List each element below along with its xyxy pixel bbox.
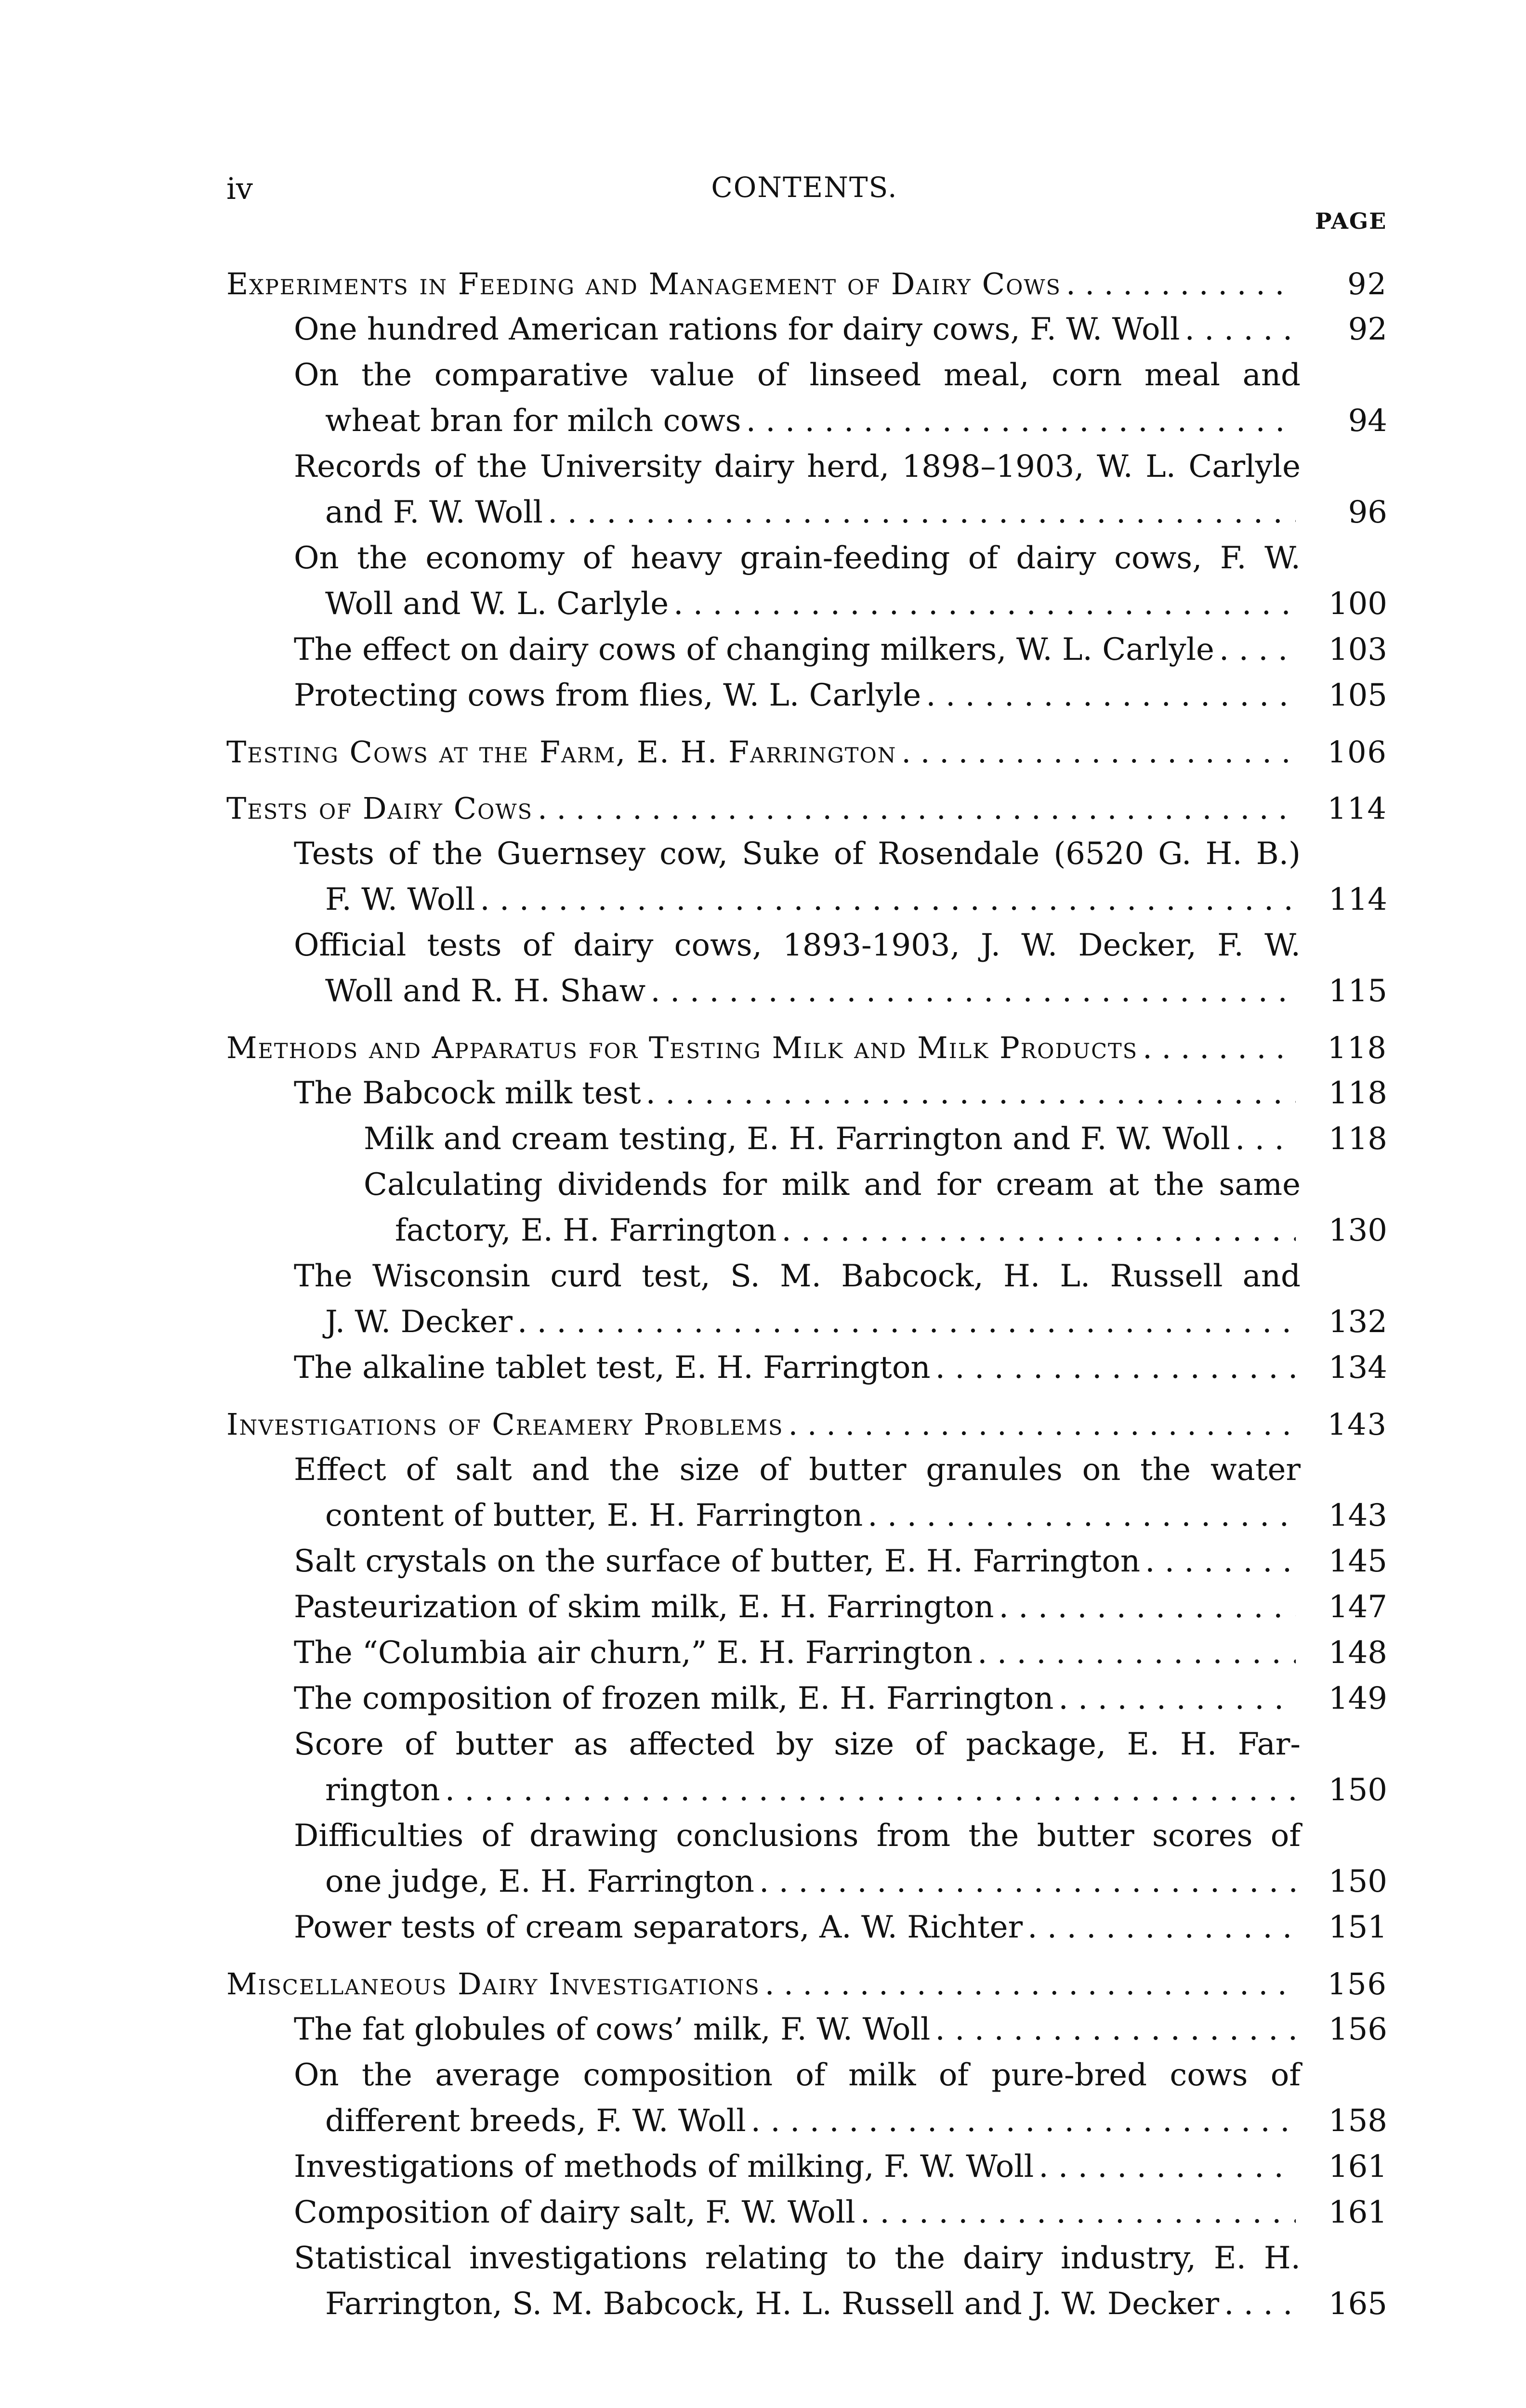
toc-entry-line xyxy=(294,1493,1387,1539)
toc-entry-text: Investigations of methods of milking, F. W. Woll xyxy=(294,2149,1034,2185)
toc-page-number: 92 xyxy=(1347,266,1387,301)
toc-entry-line: Difficulties of drawing conclusions from the butter scores of xyxy=(294,1818,1301,1854)
dot-leader xyxy=(548,490,1296,536)
dot-leader xyxy=(781,1208,1296,1254)
toc-entry-line: The Wisconsin curd test, S. M. Babcock, H. L. Russell and xyxy=(294,1258,1301,1294)
toc-entry-text: The fat globules of cows’ milk, F. W. Woll xyxy=(294,2012,931,2047)
toc-entry-text: The alkaline tablet test, E. H. Farrington xyxy=(294,1350,931,1386)
toc-page-number: 156 xyxy=(1327,1966,1387,2002)
toc-entry-text: Power tests of cream separators, A. W. Richter xyxy=(294,1910,1023,1945)
dot-leader xyxy=(999,1584,1296,1630)
toc-page-number: 156 xyxy=(1328,2012,1387,2047)
dot-leader xyxy=(1066,261,1296,307)
toc-entry-line xyxy=(294,1584,1387,1630)
toc-entry-line xyxy=(364,1116,1387,1162)
toc-entry-line xyxy=(294,581,1387,627)
toc-entry-line: Tests of the Guernsey cow, Suke of Rosendale (6520 G. H. B.) xyxy=(294,836,1301,872)
toc-entry xyxy=(226,1584,1407,1630)
toc-entry-text: The composition of frozen milk, E. H. Farrington xyxy=(294,1681,1054,1716)
toc-entry-line xyxy=(294,2190,1387,2236)
toc-page-number: 114 xyxy=(1327,791,1387,826)
toc-section-heading xyxy=(226,1025,1407,1071)
dot-leader xyxy=(788,1401,1296,1447)
toc-entry xyxy=(226,1539,1407,1584)
toc-page-number: 134 xyxy=(1328,1350,1387,1386)
toc-entry-line xyxy=(294,1905,1387,1950)
toc-entry-line: On the comparative value of linseed meal, corn meal and xyxy=(294,357,1301,393)
toc-section-heading xyxy=(226,729,1407,775)
toc-entry-line xyxy=(294,1676,1387,1722)
toc-section xyxy=(226,785,1407,1014)
toc-entry-text: The “Columbia air churn,” E. H. Farrington xyxy=(294,1635,973,1671)
toc-section xyxy=(226,729,1407,775)
dot-leader xyxy=(1184,307,1296,353)
toc-entry-text: Protecting cows from flies, W. L. Carlyle xyxy=(294,678,921,713)
toc-entry xyxy=(226,1254,1407,1345)
dot-leader xyxy=(746,398,1296,444)
toc-entry-line: On the economy of heavy grain-feeding of dairy cows, F. W. xyxy=(294,540,1301,576)
toc-entry-text: factory, E. H. Farrington xyxy=(395,1213,777,1248)
toc-entry-line xyxy=(294,1767,1387,1813)
dot-leader xyxy=(480,877,1296,923)
toc-entry xyxy=(226,1722,1407,1813)
toc-entry xyxy=(226,1905,1407,1950)
toc-entry-line: Effect of salt and the size of butter granules on the water xyxy=(294,1452,1301,1488)
toc-page-number: 143 xyxy=(1327,1407,1387,1442)
toc-entry xyxy=(226,2190,1407,2236)
toc-entry-line xyxy=(226,729,1387,775)
toc-entry-line xyxy=(294,2098,1387,2144)
dot-leader xyxy=(901,729,1296,775)
toc-entry xyxy=(226,1071,1407,1116)
dot-leader xyxy=(1219,627,1296,673)
toc-entry-line xyxy=(294,1299,1387,1345)
toc-section xyxy=(226,1961,1407,2327)
dot-leader xyxy=(751,2098,1296,2144)
dot-leader xyxy=(1235,1116,1296,1162)
toc-section-heading xyxy=(226,261,1407,307)
dot-leader xyxy=(1145,1539,1296,1584)
toc-section-title: Testing Cows at the Farm, E. H. Farrington xyxy=(226,734,897,770)
toc-entry-text: Composition of dairy salt, F. W. Woll xyxy=(294,2195,855,2230)
toc-entry-line xyxy=(294,1071,1387,1116)
dot-leader xyxy=(935,1345,1296,1391)
toc-entry-text: Pasteurization of skim milk, E. H. Farrington xyxy=(294,1589,994,1625)
toc-entry-line xyxy=(294,1345,1387,1391)
toc-entry xyxy=(226,831,1407,923)
toc-entry-line: On the average composition of milk of pure-bred cows of xyxy=(294,2057,1301,2093)
toc-entry-line: Calculating dividends for milk and for cream at the same xyxy=(364,1167,1301,1203)
toc-entry xyxy=(226,2236,1407,2327)
toc-entry-line xyxy=(294,398,1387,444)
toc-entry-line xyxy=(364,1208,1387,1254)
dot-leader xyxy=(673,581,1296,627)
toc-page-number: 94 xyxy=(1348,403,1387,439)
toc-entry xyxy=(226,353,1407,444)
toc-page-number: 118 xyxy=(1327,1030,1387,1065)
toc-entry-text: The effect on dairy cows of changing milkers, W. L. Carlyle xyxy=(294,632,1214,667)
toc-entry-line: Official tests of dairy cows, 1893-1903, J. W. Decker, F. W. xyxy=(294,928,1301,963)
toc-section xyxy=(226,1025,1407,1391)
toc-entry-line xyxy=(294,968,1387,1014)
toc-section-title: Methods and Apparatus for Testing Milk and Milk Products xyxy=(226,1030,1138,1065)
toc-section-title: Miscellaneous Dairy Investigations xyxy=(226,1966,760,2002)
page-column-label: PAGE xyxy=(1315,208,1387,234)
toc-page-number: 158 xyxy=(1328,2103,1387,2139)
dot-leader xyxy=(1027,1905,1296,1950)
dot-leader xyxy=(926,673,1296,719)
toc-page-number: 114 xyxy=(1328,882,1387,917)
toc-entry xyxy=(226,2144,1407,2190)
toc-page-number: 143 xyxy=(1328,1498,1387,1533)
dot-leader xyxy=(1143,1025,1296,1071)
dot-leader xyxy=(538,785,1296,831)
running-title: CONTENTS. xyxy=(711,171,898,204)
toc-entry-line xyxy=(294,673,1387,719)
toc-page-number: 145 xyxy=(1328,1544,1387,1579)
toc-entry-text: rington xyxy=(325,1772,440,1808)
toc-page-number: 149 xyxy=(1328,1681,1387,1716)
toc-entry-text: Milk and cream testing, E. H. Farrington and F. W. Woll xyxy=(364,1121,1231,1157)
toc-entry-text: One hundred American rations for dairy cows, F. W. Woll xyxy=(294,312,1180,347)
toc-entry-line xyxy=(294,2144,1387,2190)
toc-entry xyxy=(226,2007,1407,2053)
dot-leader xyxy=(650,968,1296,1014)
toc-entry-text: The Babcock milk test xyxy=(294,1075,641,1111)
toc-entry-text: content of butter, E. H. Farrington xyxy=(325,1498,863,1533)
toc-entry-line xyxy=(226,785,1387,831)
toc-entry-text: Salt crystals on the surface of butter, E. H. Farrington xyxy=(294,1544,1141,1579)
toc-entry-line xyxy=(294,2007,1387,2053)
toc-page-number: 103 xyxy=(1328,632,1387,667)
table-of-contents xyxy=(226,250,1407,2327)
toc-entry-text: one judge, E. H. Farrington xyxy=(325,1864,754,1899)
toc-section-heading xyxy=(226,785,1407,831)
toc-entry-text: different breeds, F. W. Woll xyxy=(325,2103,746,2139)
dot-leader xyxy=(868,1493,1296,1539)
toc-entry xyxy=(226,1345,1407,1391)
toc-page-number: 115 xyxy=(1328,973,1387,1009)
toc-entry xyxy=(226,627,1407,673)
toc-entry-line: Score of butter as affected by size of package, E. H. Far- xyxy=(294,1727,1301,1762)
toc-entry xyxy=(226,307,1407,353)
toc-page-number: 148 xyxy=(1328,1635,1387,1671)
toc-entry-text: and F. W. Woll xyxy=(325,495,543,530)
toc-entry-line: Records of the University dairy herd, 1898–1903, W. L. Carlyle xyxy=(294,449,1301,484)
toc-page-number: 147 xyxy=(1328,1589,1387,1625)
dot-leader xyxy=(1039,2144,1296,2190)
toc-entry-line xyxy=(294,307,1387,353)
toc-entry xyxy=(226,1116,1407,1162)
toc-entry xyxy=(226,536,1407,627)
toc-page-number: 130 xyxy=(1328,1213,1387,1248)
toc-entry xyxy=(226,1162,1407,1254)
toc-section xyxy=(226,261,1407,719)
toc-entry-line xyxy=(226,1961,1387,2007)
toc-entry-line xyxy=(226,1401,1387,1447)
toc-entry-text: Woll and W. L. Carlyle xyxy=(325,586,669,622)
toc-entry-line xyxy=(294,1630,1387,1676)
toc-section-title: Tests of Dairy Cows xyxy=(226,791,533,826)
toc-entry-text: Farrington, S. M. Babcock, H. L. Russell and J. W. Decker xyxy=(325,2286,1220,2322)
toc-page-number: 150 xyxy=(1328,1864,1387,1899)
toc-entry-line xyxy=(294,1539,1387,1584)
toc-entry xyxy=(226,2053,1407,2144)
dot-leader xyxy=(860,2190,1296,2236)
toc-page-number: 161 xyxy=(1328,2149,1387,2185)
toc-page-number: 161 xyxy=(1328,2195,1387,2230)
toc-section-title: Experiments in Feeding and Management of Dairy Cows xyxy=(226,266,1061,301)
dot-leader xyxy=(1058,1676,1296,1722)
toc-entry-text: Woll and R. H. Shaw xyxy=(325,973,646,1009)
toc-section xyxy=(226,1401,1407,1950)
toc-page-number: 132 xyxy=(1328,1304,1387,1340)
dot-leader xyxy=(977,1630,1296,1676)
toc-entry-text: F. W. Woll xyxy=(325,882,475,917)
toc-entry-line xyxy=(294,627,1387,673)
toc-page-number: 118 xyxy=(1328,1121,1387,1157)
toc-entry-text: J. W. Decker xyxy=(325,1304,513,1340)
dot-leader xyxy=(1224,2281,1296,2327)
toc-entry xyxy=(226,444,1407,536)
toc-entry xyxy=(226,1813,1407,1905)
toc-section-title: Investigations of Creamery Problems xyxy=(226,1407,784,1442)
toc-entry-line xyxy=(294,1859,1387,1905)
dot-leader xyxy=(935,2007,1296,2053)
running-header xyxy=(226,171,1382,214)
toc-page-number: 105 xyxy=(1328,678,1387,713)
dot-leader xyxy=(445,1767,1296,1813)
toc-page-number: 118 xyxy=(1328,1075,1387,1111)
toc-entry xyxy=(226,1676,1407,1722)
toc-entry xyxy=(226,1447,1407,1539)
toc-page-number: 100 xyxy=(1328,586,1387,622)
page-number: iv xyxy=(226,171,253,206)
toc-page-number: 151 xyxy=(1328,1910,1387,1945)
dot-leader xyxy=(646,1071,1296,1116)
toc-entry-line xyxy=(294,490,1387,536)
toc-entry xyxy=(226,1630,1407,1676)
toc-page-number: 92 xyxy=(1348,312,1387,347)
dot-leader xyxy=(759,1859,1296,1905)
toc-section-heading xyxy=(226,1401,1407,1447)
toc-page-number: 150 xyxy=(1328,1772,1387,1808)
toc-section-heading xyxy=(226,1961,1407,2007)
toc-entry-line xyxy=(226,261,1387,307)
toc-entry-text: wheat bran for milch cows xyxy=(325,403,741,439)
toc-entry-line xyxy=(226,1025,1387,1071)
toc-entry-line: Statistical investigations relating to the dairy industry, E. H. xyxy=(294,2240,1301,2276)
dot-leader xyxy=(765,1961,1296,2007)
dot-leader xyxy=(517,1299,1296,1345)
toc-entry-line xyxy=(294,877,1387,923)
toc-page-number: 165 xyxy=(1328,2286,1387,2322)
toc-page-number: 106 xyxy=(1327,734,1387,770)
toc-entry xyxy=(226,673,1407,719)
toc-page-number: 96 xyxy=(1348,495,1387,530)
toc-entry xyxy=(226,923,1407,1014)
toc-entry-line xyxy=(294,2281,1387,2327)
